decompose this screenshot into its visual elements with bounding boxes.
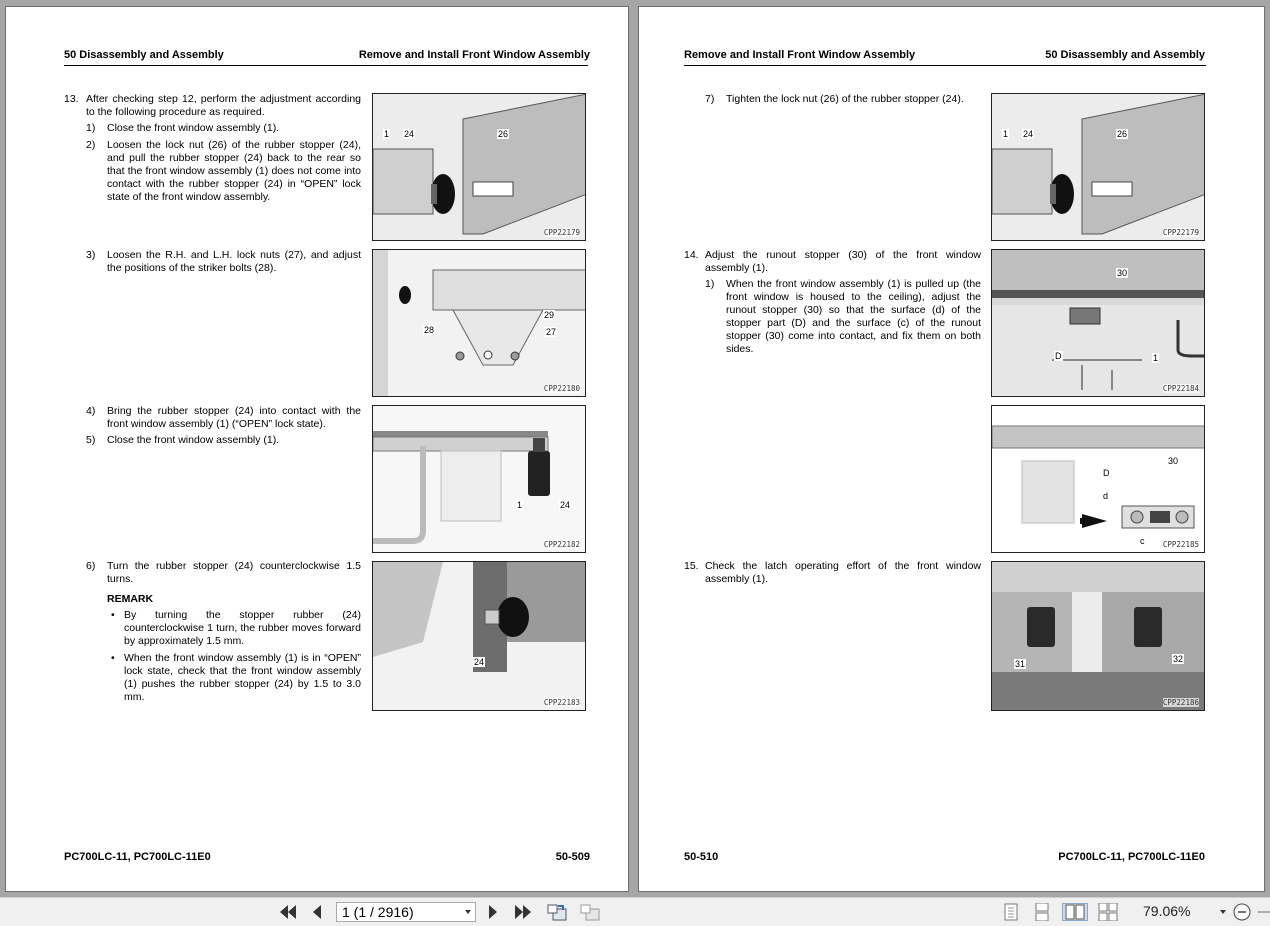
figure-code: CPP22186 [1162, 698, 1199, 707]
callout: 24 [1023, 129, 1034, 139]
figure-code: CPP22179 [1162, 228, 1199, 237]
figure-code: CPP22184 [1162, 384, 1199, 393]
callout: 1 [517, 500, 523, 510]
callout: 32 [1173, 654, 1184, 664]
remark-text: By turning the stopper rubber (24) counterclockwise 1 turn, the rubber moves forward by approximately 1.5 mm. [124, 609, 361, 647]
zoom-chevron-down-icon[interactable] [1220, 910, 1226, 914]
substep-number: 2) [86, 139, 96, 151]
substep-text: Loosen the R.H. and L.H. lock nuts (27), and adjust the positions of the striker bolts (28). [107, 249, 361, 274]
substep-text: When the front window assembly (1) is pulled up (the front window is housed to the ceiling), adjust the runout stopper (30) so that the surface (d) of the stopper part (D) and the surface (c) of the runout stopper (30) come into contact, and fix them on both sides. [726, 278, 981, 355]
first-page-icon[interactable] [278, 903, 298, 921]
figure-turn-stopper [372, 561, 586, 711]
bullet: • [111, 609, 115, 621]
substep-text: Close the front window assembly (1). [107, 122, 280, 134]
remark-title: REMARK [107, 593, 154, 605]
callout: 26 [498, 129, 509, 139]
substep-number: 5) [86, 434, 96, 446]
callout: 24 [404, 129, 415, 139]
step-text: After checking step 12, perform the adjustment according to the following procedure as required. [86, 93, 361, 118]
step-text: Adjust the runout stopper (30) of the front window assembly (1). [705, 249, 981, 274]
callout: 24 [560, 500, 571, 510]
step-number: 13. [64, 93, 79, 105]
facing-icon[interactable] [1062, 903, 1088, 921]
step-number: 14. [684, 249, 699, 261]
next-page-icon[interactable] [486, 903, 500, 921]
substep-number: 1) [705, 278, 715, 290]
step-number: 15. [684, 560, 699, 572]
callout: D [1055, 351, 1062, 361]
step-text: Check the latch operating effort of the front window assembly (1). [705, 560, 981, 585]
callout: 1 [1153, 353, 1159, 363]
prev-view-icon[interactable] [545, 903, 569, 921]
prev-page-icon[interactable] [310, 903, 324, 921]
zoom-level[interactable]: 79.06% [1143, 903, 1191, 919]
figure-drawing [373, 562, 586, 711]
substep-text: Tighten the lock nut (26) of the rubber stopper (24). [726, 93, 964, 105]
figure-code: CPP22182 [543, 540, 580, 549]
figure-runout-stopper [991, 249, 1205, 397]
substep-number: 6) [86, 560, 96, 572]
left-page [5, 6, 629, 892]
figure-stopper-detail [991, 405, 1205, 553]
remark-text: When the front window assembly (1) is in “OPEN” lock state, check that the front window assembly (1) pushes the rubber stopper (24) by 1.5 to 3.0 mm. [124, 652, 361, 703]
callout: 27 [546, 327, 557, 337]
figure-drawing [992, 406, 1205, 553]
callout: 24 [474, 657, 485, 667]
footer-left: 50-510 [684, 851, 719, 863]
figure-code: CPP22179 [543, 228, 580, 237]
callout: c [1140, 536, 1145, 546]
zoom-out-icon[interactable] [1232, 903, 1252, 921]
figure-drawing [373, 94, 586, 241]
zoom-slider[interactable] [1258, 903, 1270, 921]
figure-drawing [992, 94, 1205, 241]
single-page-icon[interactable] [1000, 903, 1022, 921]
header-rule [684, 65, 1206, 66]
substep-text: Bring the rubber stopper (24) into contact with the front window assembly (1) (“OPEN” lock state). [107, 405, 361, 430]
figure-code: CPP22183 [543, 698, 580, 707]
header-right: 50 Disassembly and Assembly [1045, 49, 1205, 61]
figure-striker-bolts [372, 249, 586, 397]
footer-left: PC700LC-11, PC700LC-11E0 [64, 851, 211, 863]
figure-code: CPP22185 [1162, 540, 1199, 549]
callout: 26 [1117, 129, 1128, 139]
figure-drawing [373, 250, 586, 397]
substep-text: Loosen the lock nut (26) of the rubber stopper (24), and pull the rubber stopper (24) back to the rear so that the front window assembly (1) does not come into contact with the rubber stopper (24) in “OPEN” lock state of the front window assembly. [107, 139, 361, 203]
figure-code: CPP22180 [543, 384, 580, 393]
substep-number: 1) [86, 122, 96, 134]
substep-number: 7) [705, 93, 715, 105]
next-view-icon[interactable] [578, 903, 602, 921]
callout: 30 [1117, 268, 1128, 278]
last-page-icon[interactable] [513, 903, 533, 921]
right-page [638, 6, 1265, 892]
continuous-icon[interactable] [1031, 903, 1053, 921]
footer-right: 50-509 [555, 851, 590, 863]
callout: 29 [544, 310, 555, 320]
figure-drawing [373, 406, 586, 553]
callout: 28 [424, 325, 435, 335]
callout: d [1103, 491, 1109, 501]
callout: 1 [1003, 129, 1009, 139]
navigation-toolbar [0, 897, 1270, 926]
figure-drawing [992, 250, 1205, 397]
callout: 30 [1168, 456, 1179, 466]
bullet: • [111, 652, 115, 664]
chevron-down-icon[interactable] [465, 910, 471, 914]
substep-number: 3) [86, 249, 96, 261]
figure-rubber-stopper [991, 93, 1205, 241]
figure-drawing [992, 562, 1205, 711]
header-left: Remove and Install Front Window Assembly [684, 49, 916, 61]
callout: 1 [384, 129, 390, 139]
substep-text: Close the front window assembly (1). [107, 434, 280, 446]
substep-number: 4) [86, 405, 96, 417]
page-number-input[interactable] [336, 902, 476, 922]
header-rule [64, 65, 588, 66]
continuous-facing-icon[interactable] [1096, 903, 1120, 921]
header-right: Remove and Install Front Window Assembly [358, 49, 590, 61]
figure-rubber-stopper [372, 93, 586, 241]
callout: D [1103, 468, 1110, 478]
footer-right: PC700LC-11, PC700LC-11E0 [1058, 851, 1205, 863]
callout: 31 [1015, 659, 1026, 669]
page-indicator: 1 (1 / 2916) [342, 904, 414, 920]
figure-latch [991, 561, 1205, 711]
figure-contact [372, 405, 586, 553]
substep-text: Turn the rubber stopper (24) counterclockwise 1.5 turns. [107, 560, 361, 585]
header-left: 50 Disassembly and Assembly [64, 49, 224, 61]
